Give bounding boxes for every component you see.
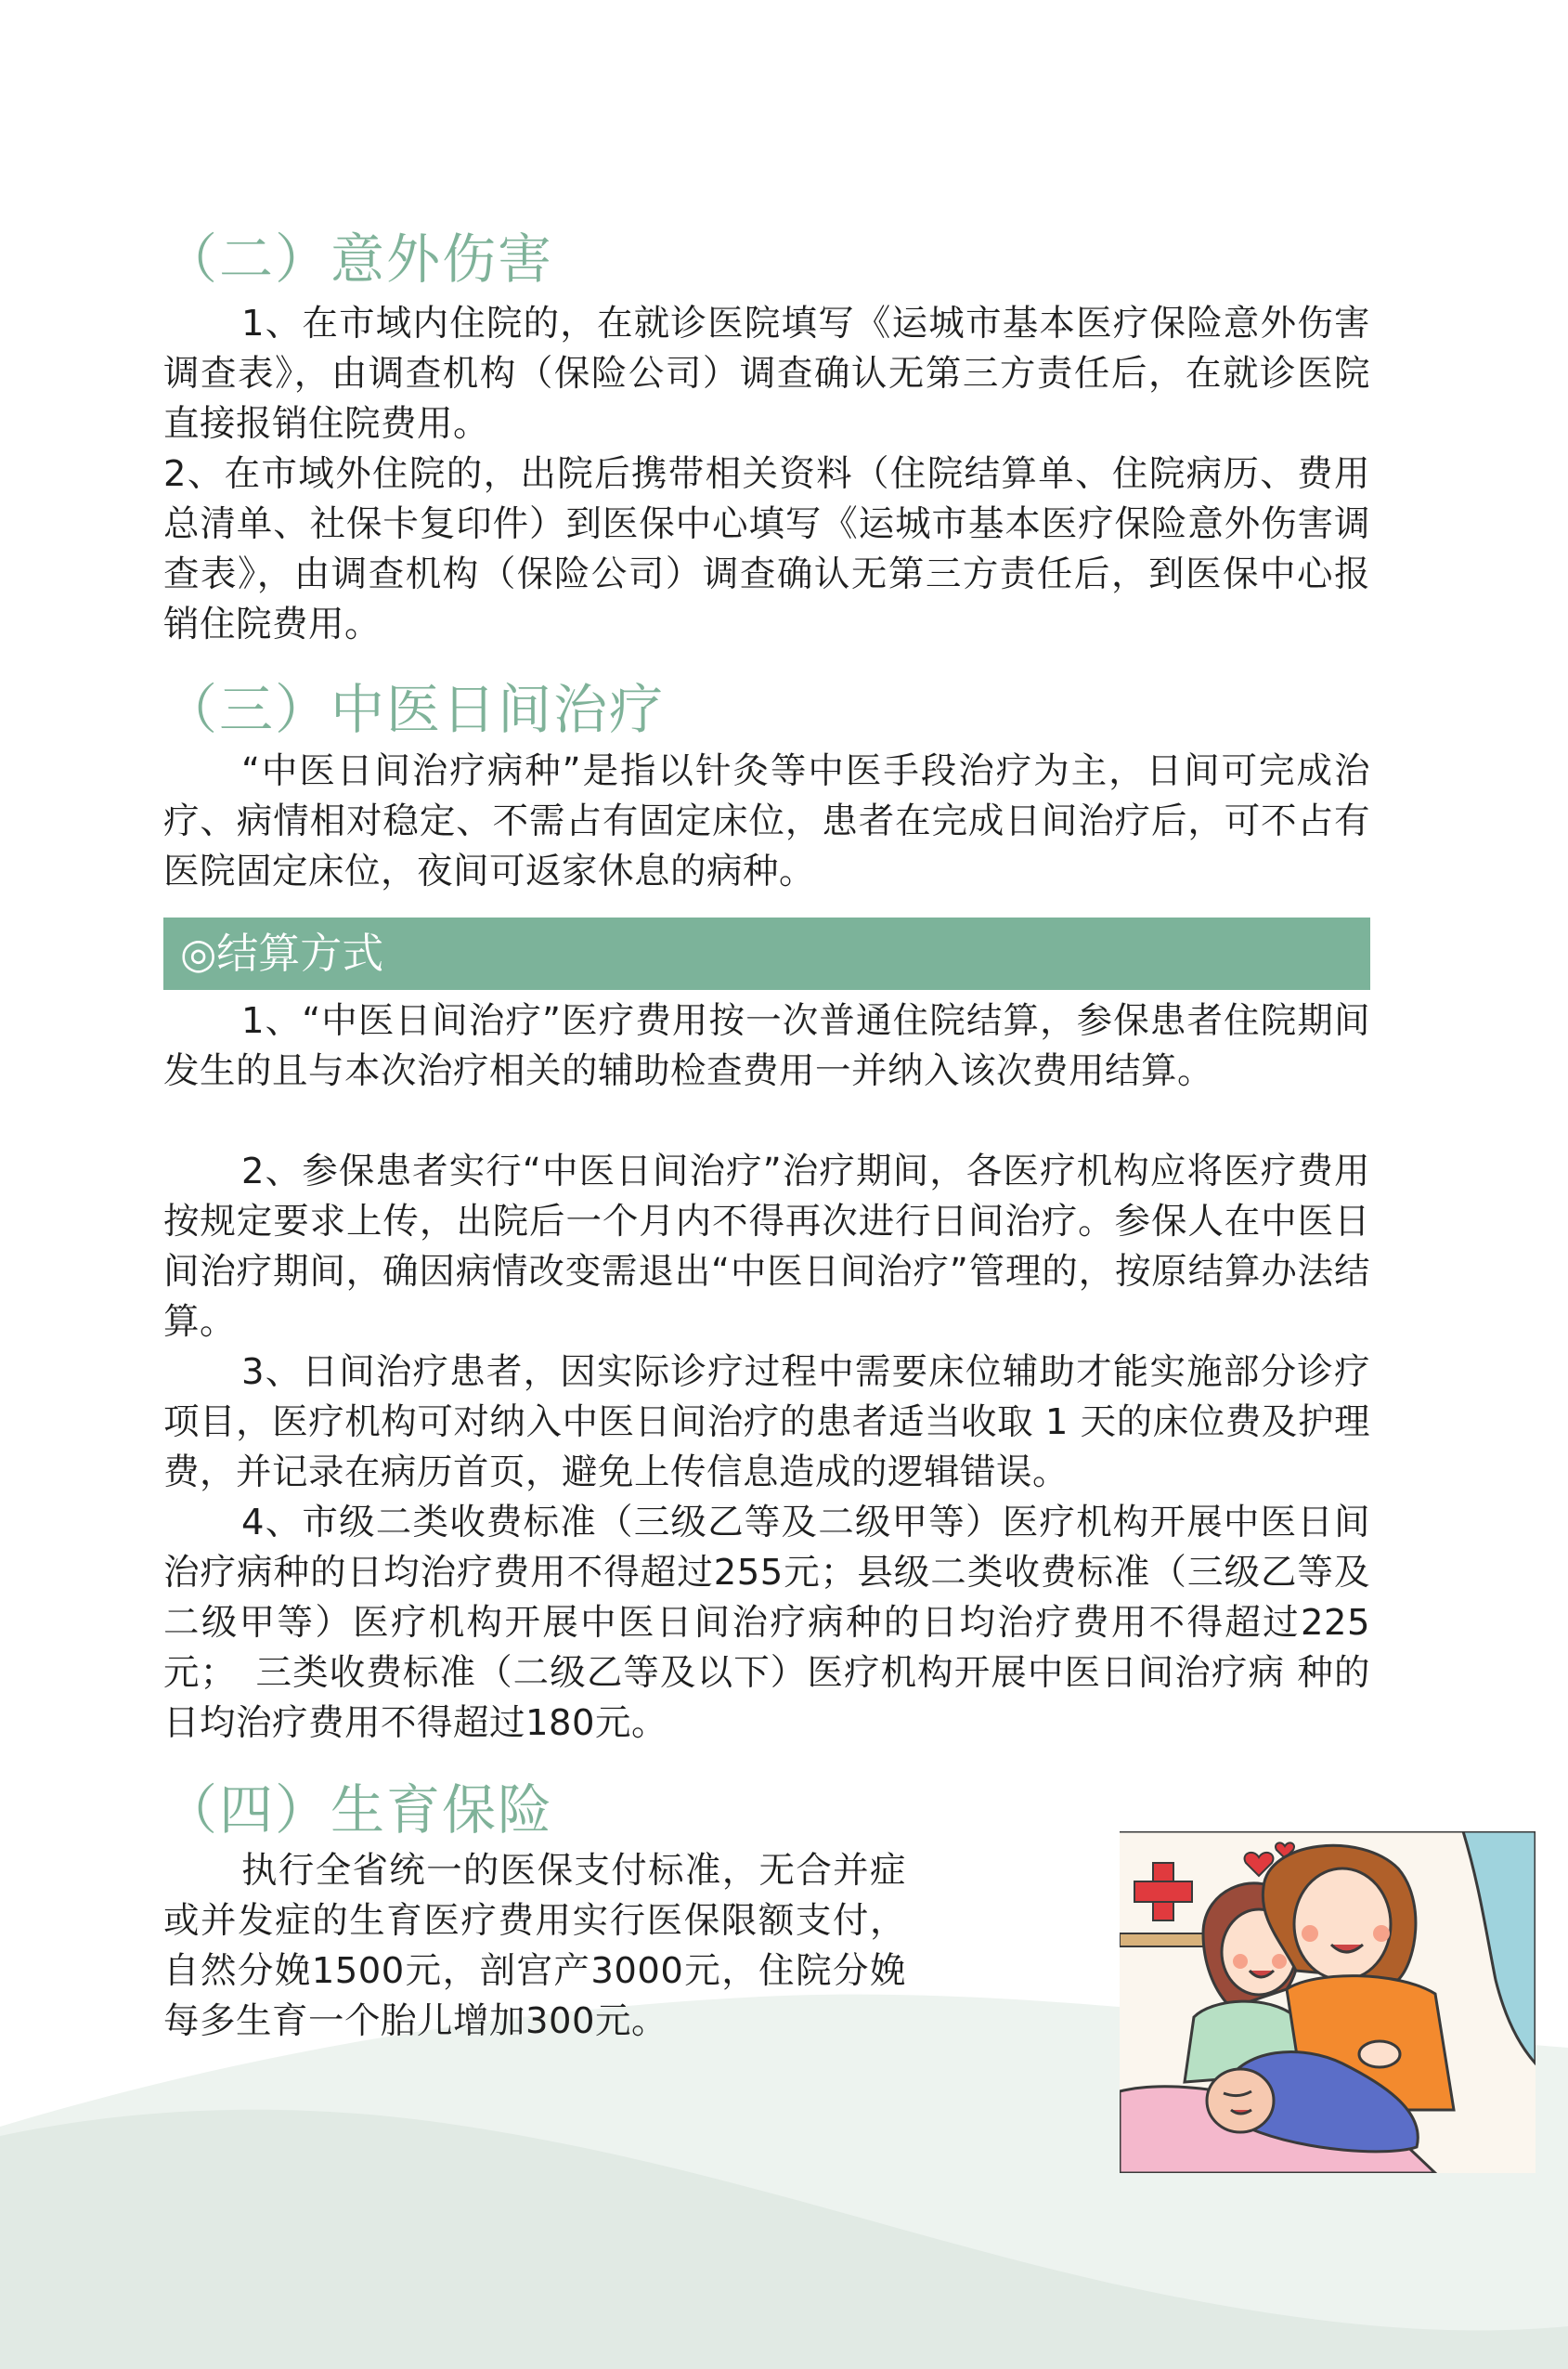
settlement-item-4: 4、市级二类收费标准（三级乙等及二级甲等）医疗机构开展中医日间治疗病种的日均治疗费用不得超过255元；县级二类收费标准（三级乙等及二级甲等）医疗机构开展中医日间治疗病种的日均治疗费用不得超过225元； 三类收费标准（二级乙等及以下）医疗机构开展中医日间治疗病 种的日均治疗费用不得超过180元。 (163, 1502, 1370, 1744)
section-title-accident: （二）意外伤害 (163, 228, 554, 291)
family-illustration-icon (1120, 1831, 1536, 2173)
accident-paragraph-2: 2、在市域外住院的，出院后携带相关资料（住院结算单、住院病历、费用总清单、社保卡复印件）到医保中心填写《运城市基本医疗保险意外伤害调查表》，由调查机构（保险公司）调查确认无第三方责任后，到医保中心报销住院费用。 (163, 453, 1370, 645)
maternity-paragraph: 执行全省统一的医保支付标准，无合并症或并发症的生育医疗费用实行医保限额支付，自然分娩1500元，剖宫产3000元，住院分娩每多生育一个胎儿增加300元。 (163, 1850, 906, 2042)
settlement-heading: ◎结算方式 (180, 929, 384, 978)
settlement-item-2: 2、参保患者实行“中医日间治疗”治疗期间，各医疗机构应将医疗费用按规定要求上传，出院后一个月内不得再次进行日间治疗。参保人在中医日间治疗期间，确因病情改变需退出“中医日间治疗”管理的，按原结算办法结算。 (163, 1151, 1370, 1343)
settlement-heading-bar (163, 918, 1370, 990)
tcm-intro-paragraph: “中医日间治疗病种”是指以针灸等中医手段治疗为主，日间可完成治疗、病情相对稳定、不需占有固定床位，患者在完成日间治疗后，可不占有医院固定床位，夜间可返家休息的病种。 (163, 750, 1370, 892)
section-title-tcm: （三）中医日间治疗 (163, 678, 666, 741)
settlement-item-1: 1、“中医日间治疗”医疗费用按一次普通住院结算，参保患者住院期间发生的且与本次治疗相关的辅助检查费用一并纳入该次费用结算。 (163, 1000, 1370, 1092)
accident-paragraph-1: 1、在市域内住院的，在就诊医院填写《运城市基本医疗保险意外伤害调查表》，由调查机构（保险公司）调查确认无第三方责任后，在就诊医院直接报销住院费用。 (163, 303, 1370, 445)
section-title-maternity: （四）生育保险 (163, 1778, 554, 1842)
settlement-item-3: 3、日间治疗患者，因实际诊疗过程中需要床位辅助才能实施部分诊疗项目，医疗机构可对纳入中医日间治疗的患者适当收取 1 天的床位费及护理费，并记录在病历首页，避免上传信息造成的逻辑错误。 (163, 1351, 1370, 1493)
family-newborn-illustration (1120, 1831, 1536, 2173)
